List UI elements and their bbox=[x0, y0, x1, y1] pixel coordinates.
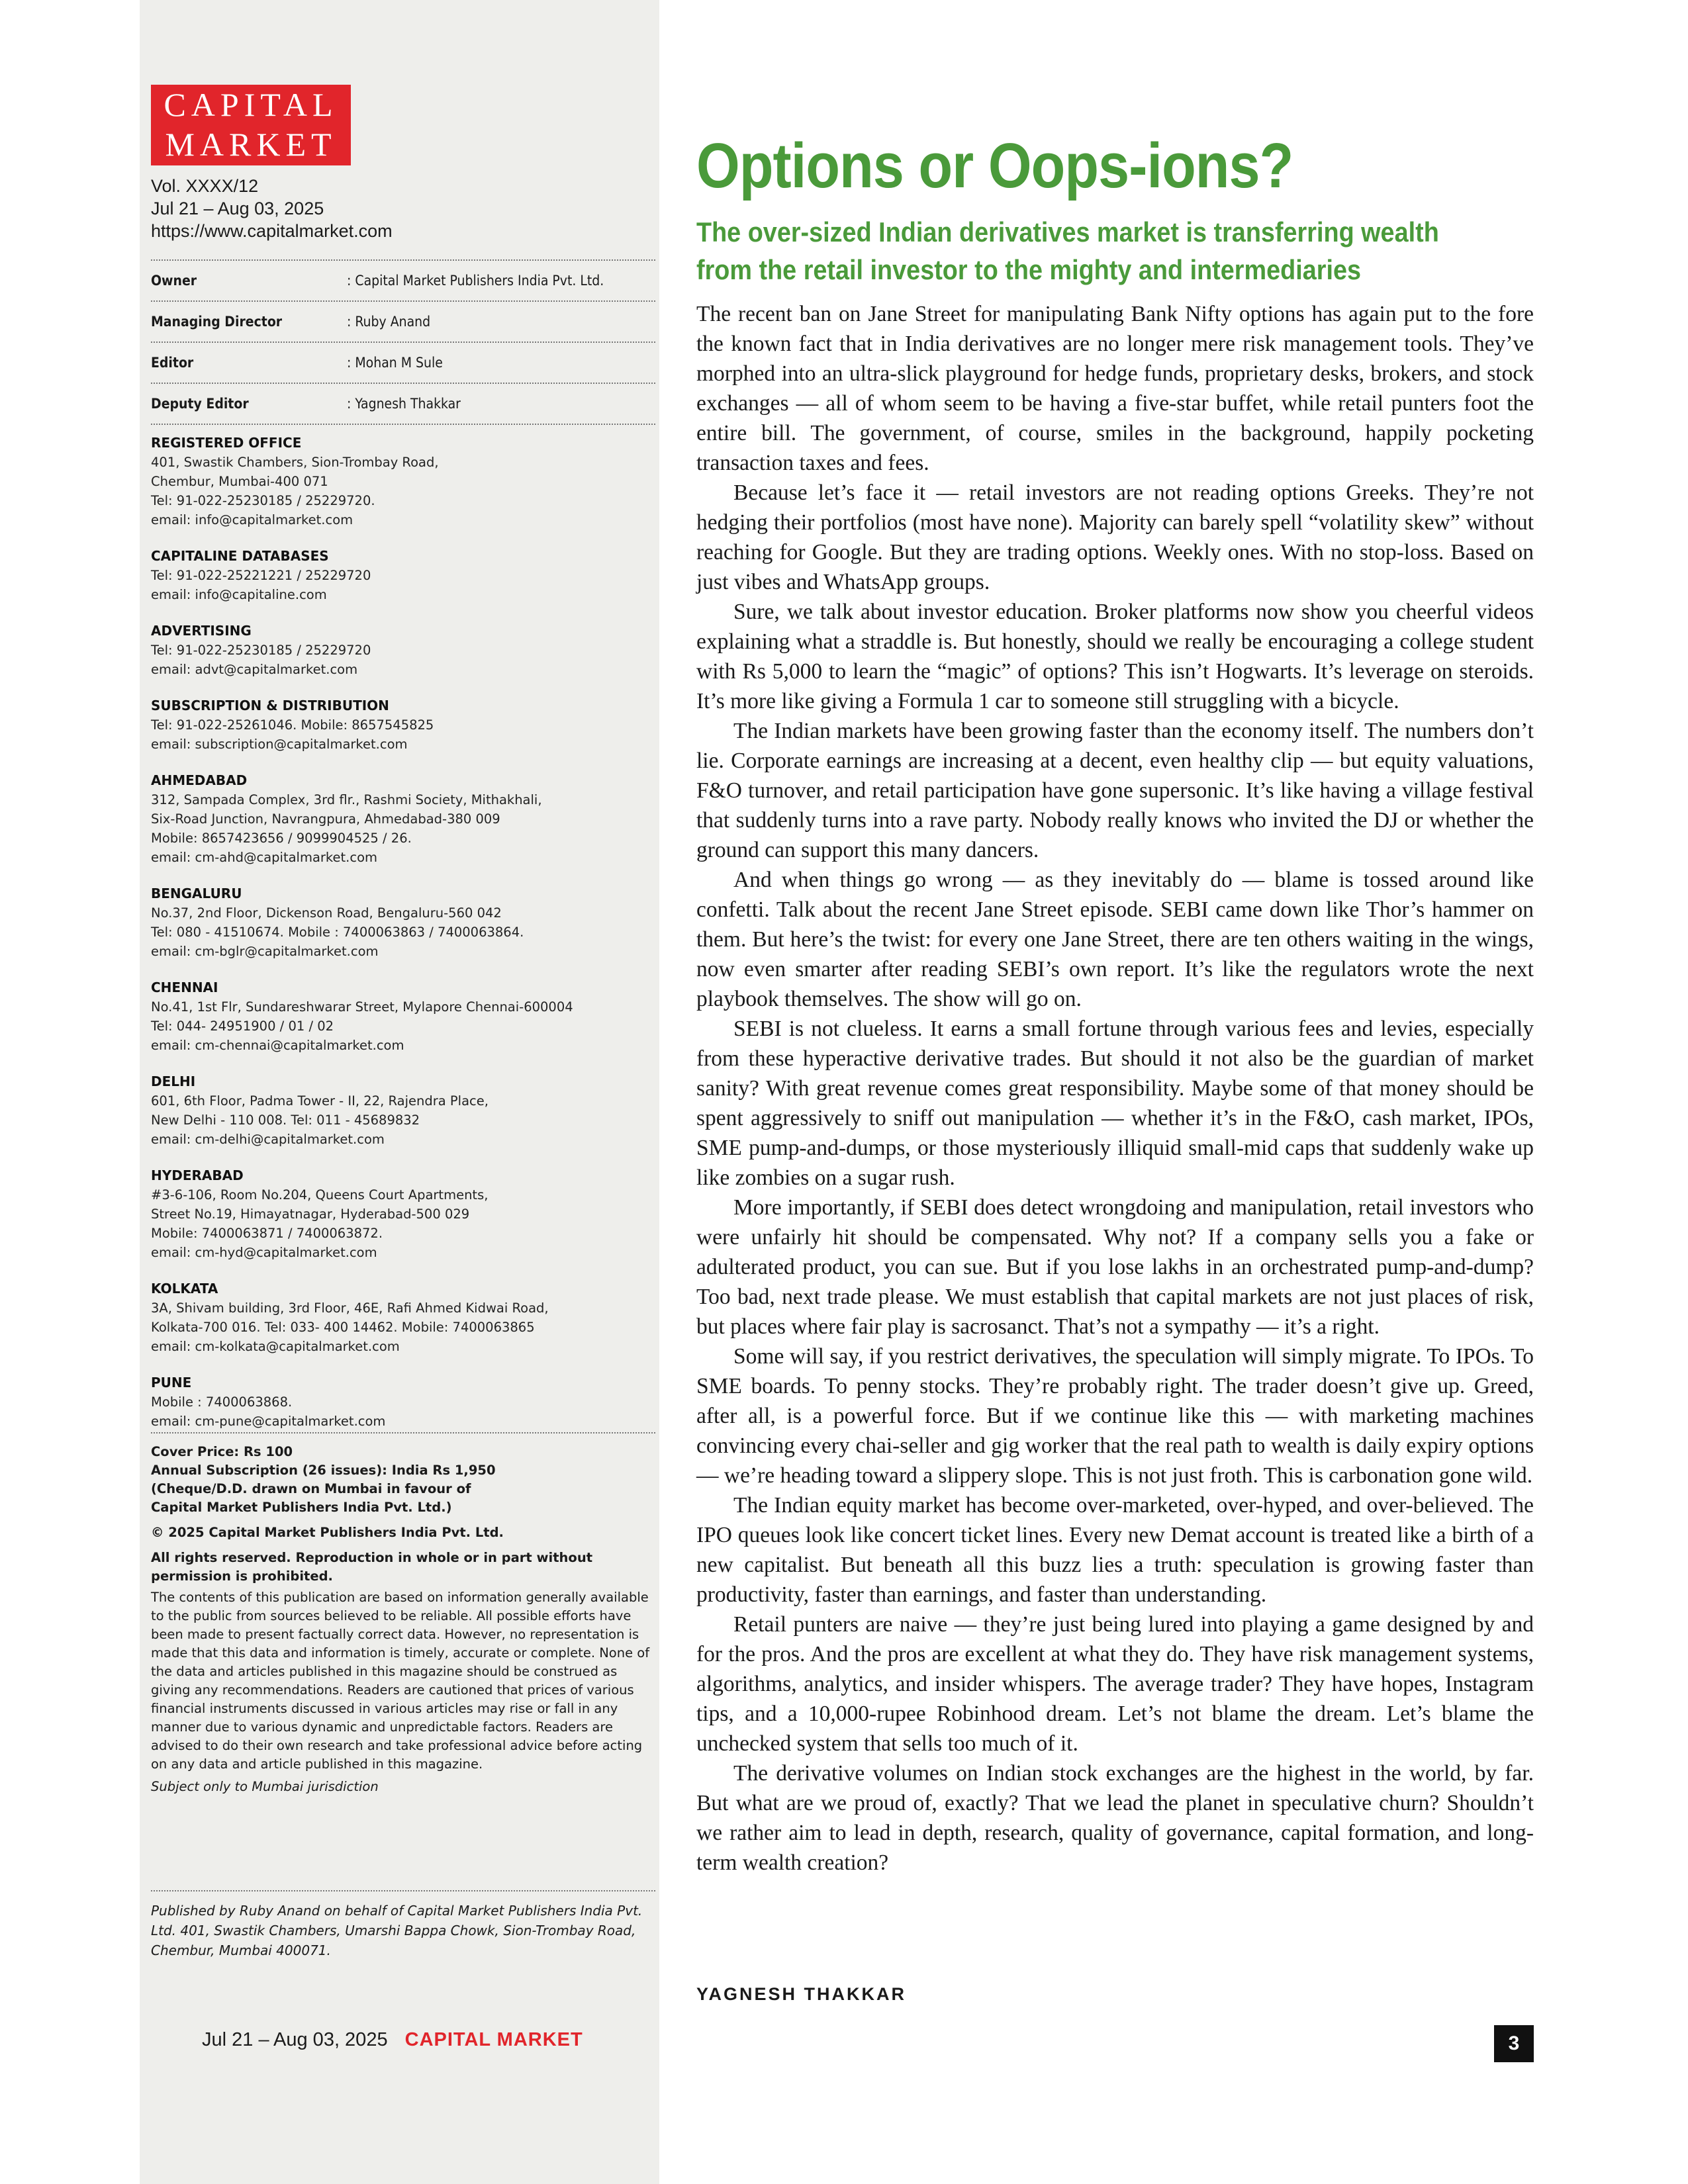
office-line: 3A, Shivam building, 3rd Floor, 46E, Rafi Ahmed Kidwai Road, bbox=[151, 1300, 549, 1316]
office-line: No.41, 1st Flr, Sundareshwarar Street, Mylapore Chennai-600004 bbox=[151, 999, 573, 1015]
office-line: Tel: 044- 24951900 / 01 / 02 bbox=[151, 1019, 334, 1034]
footer bbox=[202, 2029, 583, 2051]
office-heading: SUBSCRIPTION & DISTRIBUTION bbox=[151, 698, 389, 713]
masthead-info bbox=[151, 175, 393, 242]
article-paragraph: And when things go wrong — as they inevitably do — blame is tossed around like confetti. Talk about the recent Jane Street episode. SEBI came down like Thor’s hammer on them. But here’s the twist: for every one Jane Street, there are ten others waiting in the wings, now even smarter after reading SEBI’s own report. It’s like the regulators wrote the next playbook themselves. The show will go on. bbox=[696, 868, 1534, 1011]
capital-market-logo bbox=[151, 85, 351, 165]
staff-role: Owner bbox=[151, 273, 197, 289]
office-heading: KOLKATA bbox=[151, 1281, 218, 1297]
office-block bbox=[151, 433, 655, 529]
office-line: Tel: 91-022-25261046. Mobile: 8657545825 bbox=[151, 717, 434, 733]
article-body bbox=[696, 299, 1534, 1878]
office-heading: DELHI bbox=[151, 1073, 196, 1089]
staff-row bbox=[151, 259, 655, 300]
office-line: email: cm-chennai@capitalmarket.com bbox=[151, 1038, 404, 1053]
article-title: Options or Oops-ions? bbox=[696, 130, 1293, 201]
office-line: email: cm-ahd@capitalmarket.com bbox=[151, 850, 378, 865]
office-line: New Delhi - 110 008. Tel: 011 - 45689832 bbox=[151, 1113, 420, 1128]
office-block bbox=[151, 884, 655, 961]
office-heading: BENGALURU bbox=[151, 886, 242, 901]
office-heading: ADVERTISING bbox=[151, 623, 252, 639]
office-line: Tel: 91-022-25230185 / 25229720 bbox=[151, 643, 371, 658]
staff-row bbox=[151, 341, 655, 383]
disclaimer: The contents of this publication are based on information generally available to the public from sources believed to be reliable. All possible efforts have been made to present factually correct data. However, no representation is made that this data and information is timely, accurate or complete. None of the data and articles published in this magazine should be construed as giving any recommendations. Readers are cautioned that prices of various financial instruments discussed in various articles may rise or fall in any manner due to various dynamic and unpredictable factors. Readers are advised to do their own research and take professional advice before acting on any data and article published in this magazine. bbox=[151, 1590, 650, 1772]
article-paragraph: SEBI is not clueless. It earns a small fortune through various fees and levies, especially from these hyperactive derivative trades. But should it not also be the guardian of market sanity? With great revenue comes great responsibility. Maybe some of that money should be spent aggressively to sniff out manipulation — whether it’s in the F&O, cash market, IPOs, SME pump-and-dumps, or those mysteriously illiquid small-mid caps that suddenly wake up like zombies on a sugar rush. bbox=[696, 1017, 1534, 1190]
rights-notice: All rights reserved. Reproduction in whole or in part without permission is prohibited. bbox=[151, 1550, 593, 1584]
office-block bbox=[151, 771, 655, 867]
staff-role: Managing Director bbox=[151, 314, 283, 330]
office-line: email: advt@capitalmarket.com bbox=[151, 662, 358, 677]
footer-brand: CAPITAL MARKET bbox=[404, 2029, 583, 2050]
office-line: email: cm-delhi@capitalmarket.com bbox=[151, 1132, 385, 1147]
office-block bbox=[151, 1279, 655, 1356]
article-paragraph: Sure, we talk about investor education. Broker platforms now show you cheerful videos explaining what a straddle is. But honestly, should we really be encouraging a college student with Rs 5,000 to learn the “magic” of options? This isn’t Hogwarts. It’s leverage on steroids. It’s more like giving a Formula 1 car to someone still struggling with a bicycle. bbox=[696, 600, 1534, 713]
staff-role: Deputy Editor bbox=[151, 396, 249, 412]
office-line: 312, Sampada Complex, 3rd flr., Rashmi Society, Mithakhali, bbox=[151, 792, 542, 807]
article-paragraph: The recent ban on Jane Street for manipulating Bank Nifty options has again put to the fore the known fact that in India derivatives are no longer mere risk management tools. They’ve morphed into an ultra-slick playground for hedge funds, proprietary desks, brokers, and stock exchanges — all of whom seem to be having a five-star buffet, while retail punters foot the entire bill. The government, of course, smiles in the background, happily pocketing transaction taxes and fees. bbox=[696, 302, 1534, 475]
jurisdiction: Subject only to Mumbai jurisdiction bbox=[151, 1779, 379, 1794]
office-line: #3-6-106, Room No.204, Queens Court Apartments, bbox=[151, 1187, 489, 1203]
office-line: email: info@capitaline.com bbox=[151, 587, 327, 602]
office-block bbox=[151, 1072, 655, 1149]
logo-line-1: CAPITAL bbox=[164, 86, 338, 123]
office-line: email: subscription@capitalmarket.com bbox=[151, 737, 408, 752]
office-line: Mobile: 7400063871 / 7400063872. bbox=[151, 1226, 383, 1241]
cheque-favour: Capital Market Publishers India Pvt. Ltd.) bbox=[151, 1500, 452, 1515]
staff-row bbox=[151, 383, 655, 425]
article-paragraph: Some will say, if you restrict derivatives, the speculation will simply migrate. To IPOs. To SME boards. To penny stocks. They’re probably right. The trader doesn’t give up. Greed, after all, is a powerful force. But if we continue like this — with marketing machines convincing every chai-seller and gig worker that the real path to wealth is daily expiry options — we’re heading toward a slippery slope. This is not just froth. This is carbonation gone wild. bbox=[696, 1344, 1534, 1488]
logo-line-2: MARKET bbox=[165, 126, 337, 163]
office-block bbox=[151, 1166, 655, 1262]
office-block bbox=[151, 696, 655, 754]
office-block bbox=[151, 547, 655, 604]
office-line: Kolkata-700 016. Tel: 033- 400 14462. Mobile: 7400063865 bbox=[151, 1320, 535, 1335]
article-paragraph: More importantly, if SEBI does detect wrongdoing and manipulation, retail investors who were unfairly hit should be compensated. Why not? If a company sells you a fake or adulterated product, you can sue. But if you lose lakhs in an orchestrated pump-and-dump? Too bad, next trade please. We must establish that capital markets are not just places of risk, but places where fair play is sacrosanct. That’s not a sympathy — it’s a right. bbox=[696, 1195, 1534, 1339]
office-line: Six-Road Junction, Navrangpura, Ahmedabad-380 009 bbox=[151, 811, 500, 827]
article-paragraph: The Indian equity market has become over-marketed, over-hyped, and over-believed. The IPO queues look like concert ticket lines. Every new Demat account is treated like a birth of a new capitalist. But beneath all this buzz lies a truth: speculation is growing faster than productivity, faster than earnings, and faster than understanding. bbox=[696, 1493, 1534, 1607]
staff-name: : Ruby Anand bbox=[347, 314, 431, 330]
staff-name: : Yagnesh Thakkar bbox=[347, 396, 461, 412]
office-heading: PUNE bbox=[151, 1375, 192, 1390]
website-link[interactable]: https://www.capitalmarket.com bbox=[151, 221, 393, 241]
office-heading: HYDERABAD bbox=[151, 1167, 244, 1183]
issue-dates: Jul 21 – Aug 03, 2025 bbox=[151, 199, 324, 218]
article-paragraph: Retail punters are naive — they’re just being lured into playing a game designed by and for the pros. And the pros are excellent at what they do. They have risk management systems, algorithms, analytics, and insider whispers. The average trader? They have hopes, Instagram tips, and a 10,000-rupee Robinhood dream. Let’s not blame the dream. Let’s blame the unchecked system that sells too much of it. bbox=[696, 1612, 1534, 1756]
office-line: email: cm-hyd@capitalmarket.com bbox=[151, 1245, 377, 1260]
cheque-note: (Cheque/D.D. drawn on Mumbai in favour of bbox=[151, 1481, 471, 1496]
office-line: email: cm-pune@capitalmarket.com bbox=[151, 1414, 386, 1429]
article-subtitle: The over-sized Indian derivatives market is transferring wealth from the retail investor to the mighty and intermediaries bbox=[696, 216, 1439, 285]
office-heading: CHENNAI bbox=[151, 979, 218, 995]
office-heading: CAPITALINE DATABASES bbox=[151, 548, 329, 564]
copyright: © 2025 Capital Market Publishers India Pvt. Ltd. bbox=[151, 1525, 504, 1540]
legal-section bbox=[151, 1432, 655, 1796]
cover-price: Cover Price: Rs 100 bbox=[151, 1444, 293, 1459]
staff-name: : Mohan M Sule bbox=[347, 355, 443, 371]
staff-table bbox=[151, 259, 655, 425]
office-block bbox=[151, 978, 655, 1055]
office-heading: AHMEDABAD bbox=[151, 772, 248, 788]
office-line: Tel: 91-022-25221221 / 25229720 bbox=[151, 568, 371, 583]
article-paragraph: The derivative volumes on Indian stock exchanges are the highest in the world, by far. But what are we proud of, exactly? That we lead the planet in speculative churn? Shouldn’t we rather aim to lead in depth, research, quality of governance, capital formation, and long-term wealth creation? bbox=[696, 1761, 1534, 1875]
annual-subscription: Annual Subscription (26 issues): India Rs 1,950 bbox=[151, 1463, 496, 1478]
article-paragraph: Because let’s face it — retail investors are not reading options Greeks. They’re not hedging their portfolios (most have none). Majority can barely spell “volatility skew” without reaching for Google. But they are trading options. Weekly ones. With no stop-loss. Based on just vibes and WhatsApp groups. bbox=[696, 480, 1534, 594]
office-line: Tel: 080 - 41510674. Mobile : 7400063863 / 7400063864. bbox=[151, 925, 524, 940]
office-line: Mobile: 8657423656 / 9099904525 / 26. bbox=[151, 831, 412, 846]
office-line: Tel: 91-022-25230185 / 25229720. bbox=[151, 493, 375, 508]
publisher-note: Published by Ruby Anand on behalf of Capital Market Publishers India Pvt. Ltd. 401, Swastik Chambers, Umarshi Bappa Chowk, Sion-Trombay Road, Chembur, Mumbai 400071. bbox=[151, 1890, 655, 1960]
office-heading: REGISTERED OFFICE bbox=[151, 435, 302, 451]
office-line: 601, 6th Floor, Padma Tower - II, 22, Rajendra Place, bbox=[151, 1093, 489, 1109]
staff-name: : Capital Market Publishers India Pvt. Ltd. bbox=[347, 273, 604, 289]
office-line: email: info@capitalmarket.com bbox=[151, 512, 353, 527]
byline: YAGNESH THAKKAR bbox=[696, 1984, 907, 2004]
staff-role: Editor bbox=[151, 355, 194, 371]
article-paragraph: The Indian markets have been growing faster than the economy itself. The numbers don’t lie. Corporate earnings are increasing at a decent, even healthy clip — but equity valuations, F&O turnover, and retail participation have gone supersonic. It’s like having a village festival that suddenly turns into a rave party. Nobody really knows who invited the DJ or whether the ground can support this many dancers. bbox=[696, 719, 1534, 862]
office-line: email: cm-bglr@capitalmarket.com bbox=[151, 944, 379, 959]
office-line: Street No.19, Himayatnagar, Hyderabad-500 029 bbox=[151, 1206, 470, 1222]
staff-row bbox=[151, 300, 655, 341]
office-block bbox=[151, 621, 655, 679]
office-block bbox=[151, 1373, 655, 1431]
office-line: No.37, 2nd Floor, Dickenson Road, Bengaluru-560 042 bbox=[151, 905, 502, 921]
office-line: email: cm-kolkata@capitalmarket.com bbox=[151, 1339, 400, 1354]
office-line: Chembur, Mumbai-400 071 bbox=[151, 474, 328, 489]
office-directory bbox=[151, 433, 655, 1448]
page-number: 3 bbox=[1494, 2025, 1534, 2062]
volume: Vol. XXXX/12 bbox=[151, 176, 259, 196]
footer-dates: Jul 21 – Aug 03, 2025 bbox=[202, 2029, 388, 2050]
office-line: Mobile : 7400063868. bbox=[151, 1394, 293, 1410]
office-line: 401, Swastik Chambers, Sion-Trombay Road, bbox=[151, 455, 439, 470]
